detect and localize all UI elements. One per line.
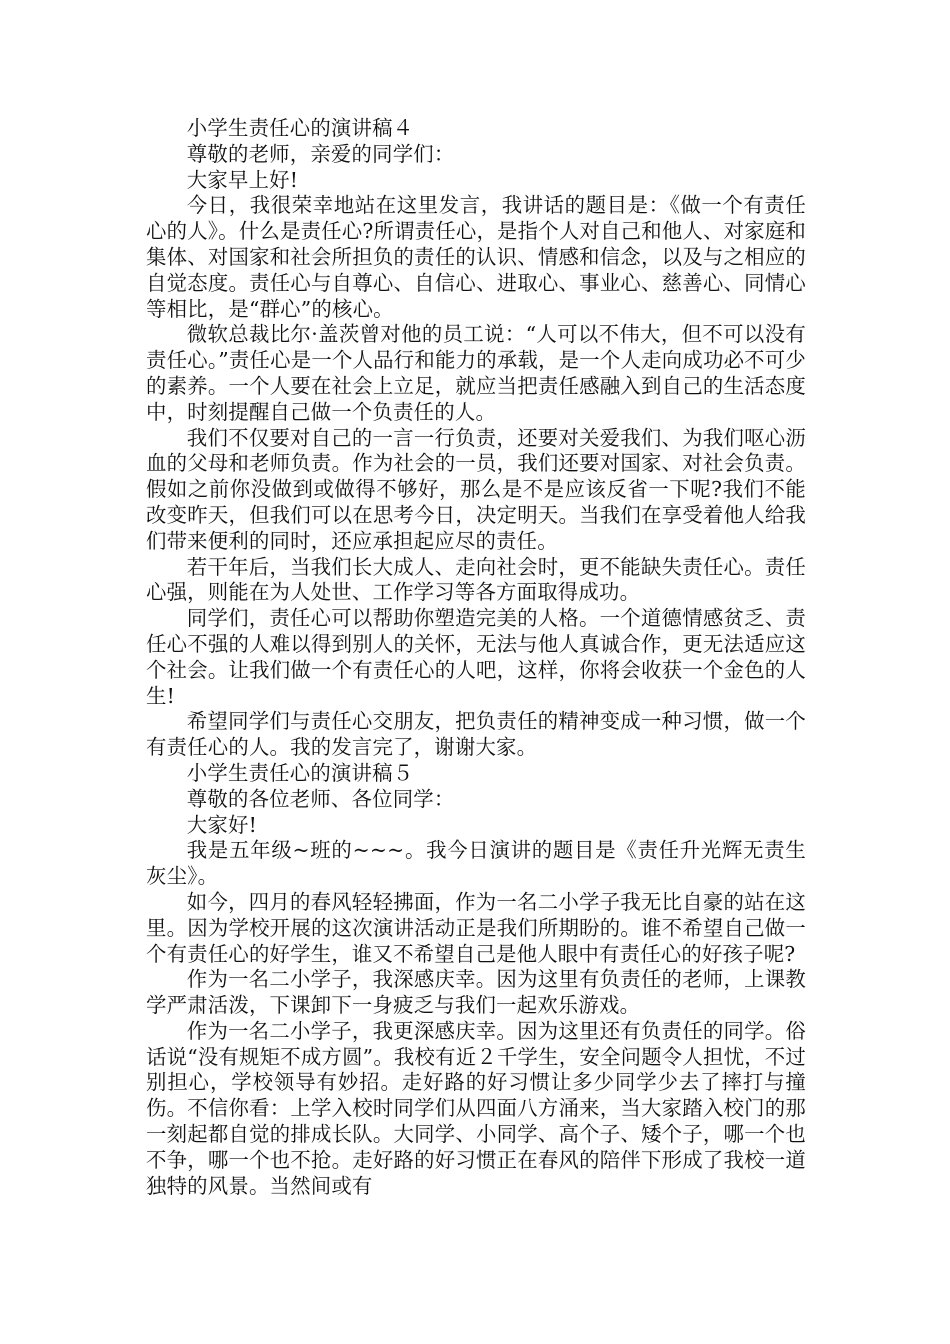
speech-title-5: 小学生责任心的演讲稿５	[186, 760, 414, 785]
body-paragraph: 微软总裁比尔·盖茨曾对他的员工说：“人可以不伟大，但不可以没有责任心。”责任心是一个人品行和能力的承载，是一个人走向成功必不可少的素养。一个人要在社会上立足，就应当把责任感融入到自己的生活态度中，时刻提醒自己做一个负责任的人。	[146, 322, 806, 424]
speech-title-4: 小学生责任心的演讲稿４	[186, 116, 414, 140]
body-paragraph: 今日，我很荣幸地站在这里发言，我讲话的题目是：《做一个有责任心的人》。什么是责任心?所谓责任心，是指个人对自己和他人、对家庭和集体、对国家和社会所担负的责任的认识、情感和信念，以及与之相应的自觉态度。责任心与自尊心、自信心、进取心、事业心、慈善心、同情心等相比，是“群心”的核心。	[146, 193, 806, 321]
salutation-paragraph: 尊敬的各位老师、各位同学：	[186, 786, 455, 811]
body-paragraph: 若干年后，当我们长大成人、走向社会时，更不能缺失责任心。责任心强，则能在为人处世、工作学习等各方面取得成功。	[146, 554, 806, 605]
greeting-paragraph: 大家好!	[186, 812, 257, 837]
salutation-paragraph: 尊敬的老师，亲爱的同学们：	[186, 141, 455, 166]
body-paragraph: 我们不仅要对自己的一言一行负责，还要对关爱我们、为我们呕心沥血的父母和老师负责。作为社会的一员，我们还要对国家、对社会负责。假如之前你没做到或做得不够好，那么是不是应该反省一下呢?我们不能改变昨天，但我们可以在思考今日，决定明天。当我们在享受着他人给我们带来便利的同时，还应承担起应尽的责任。	[146, 425, 806, 553]
document-body	[146, 116, 806, 1199]
body-paragraph: 同学们，责任心可以帮助你塑造完美的人格。一个道德情感贫乏、责任心不强的人难以得到别人的关怀，无法与他人真诚合作，更无法适应这个社会。让我们做一个有责任心的人吧，这样，你将会收获一个金色的人生!	[146, 606, 806, 708]
body-paragraph: 我是五年级~班的~~~。我今日演讲的题目是《责任升光辉无责生灰尘》。	[146, 838, 806, 889]
closing-paragraph: 希望同学们与责任心交朋友，把负责任的精神变成一种习惯，做一个有责任心的人。我的发言完了，谢谢大家。	[146, 709, 806, 760]
body-paragraph: 作为一名二小学子，我深感庆幸。因为这里有负责任的老师，上课教学严肃活泼，下课卸下一身疲乏与我们一起欢乐游戏。	[146, 967, 806, 1018]
body-paragraph: 作为一名二小学子，我更深感庆幸。因为这里还有负责任的同学。俗话说“没有规矩不成方圆”。我校有近２千学生，安全问题令人担忧，不过别担心，学校领导有妙招。走好路的好习惯让多少同学少去了摔打与撞伤。不信你看：上学入校时同学们从四面八方涌来，当大家踏入校门的那一刻起都自觉的排成长队。大同学、小同学、高个子、矮个子，哪一个也不争，哪一个也不抢。走好路的好习惯正在春风的陪伴下形成了我校一道独特的风景。当然间或有	[146, 1018, 806, 1198]
greeting-paragraph: 大家早上好!	[186, 167, 299, 192]
body-paragraph: 如今，四月的春风轻轻拂面，作为一名二小学子我无比自豪的站在这里。因为学校开展的这次演讲活动正是我们所期盼的。谁不希望自己做一个有责任心的好学生，谁又不希望自己是他人眼中有责任心的好孩子呢?	[146, 889, 806, 966]
